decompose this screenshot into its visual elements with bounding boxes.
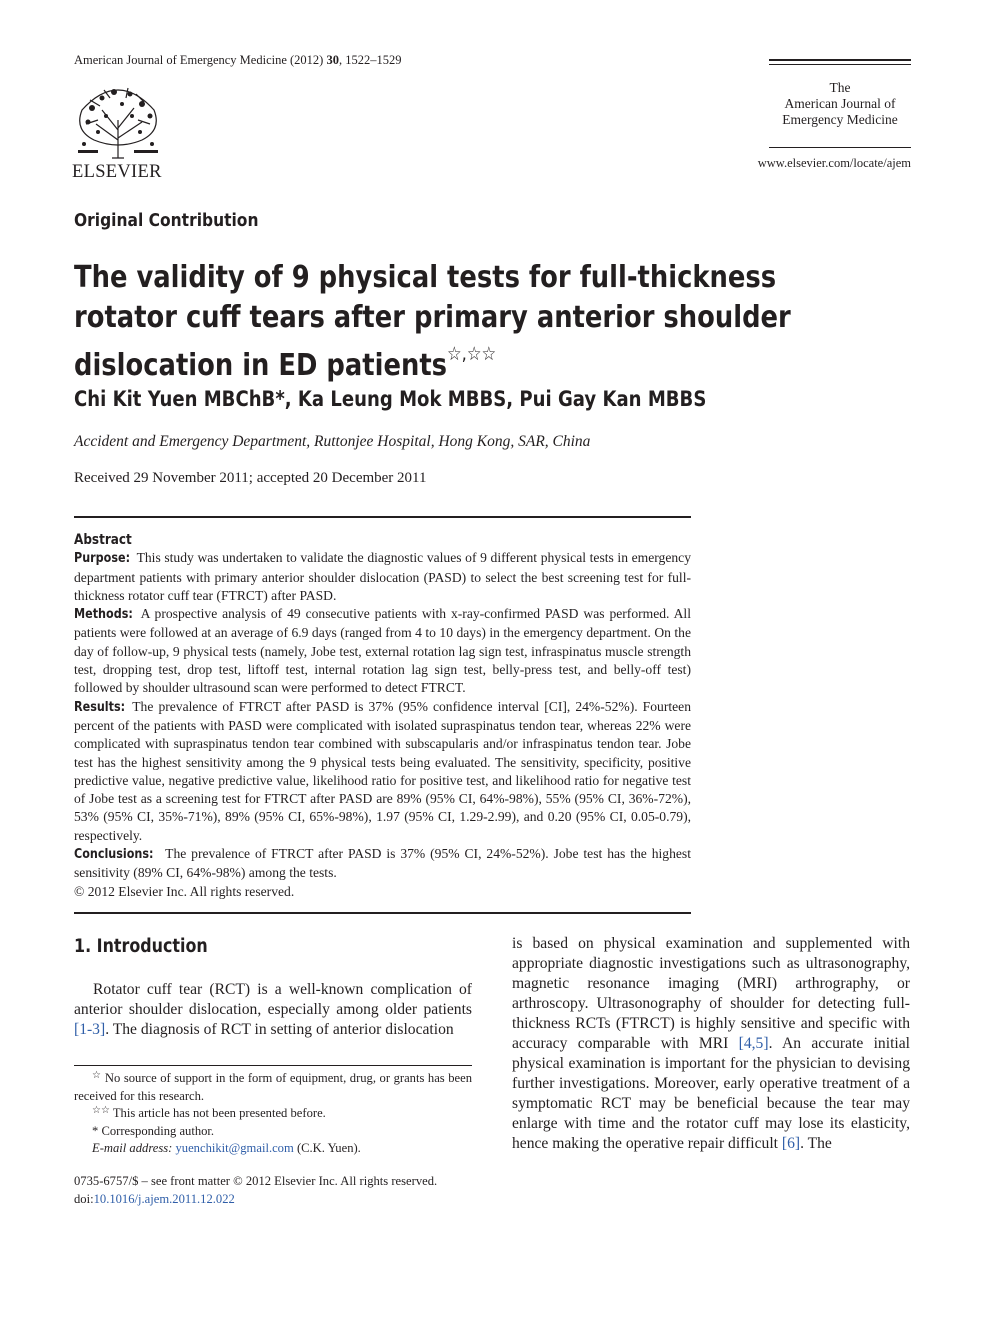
citation-link[interactable]: [6] bbox=[781, 1135, 801, 1152]
journal-url-link[interactable]: www.elsevier.com/locate/ajem bbox=[757, 156, 911, 170]
citation-link[interactable]: [1-3] bbox=[74, 1021, 106, 1038]
abstract-text: The prevalence of FTRCT after PASD is 37% (95% CI, 24%-52%). Jobe test has the highest sensitivity (89% CI, 64%-98%) among the tests. bbox=[74, 846, 691, 881]
publisher-name: ELSEVIER bbox=[72, 162, 162, 182]
journal-name-line: American Journal of bbox=[784, 96, 896, 111]
body-column-left bbox=[74, 980, 472, 1040]
email-owner: (C.K. Yuen). bbox=[296, 1141, 361, 1155]
issn-block bbox=[74, 1173, 472, 1208]
abstract-methods bbox=[74, 605, 691, 697]
footnote-email bbox=[74, 1140, 472, 1157]
email-link[interactable]: yuenchikit@gmail.com bbox=[175, 1141, 294, 1155]
citation-pages: , 1522–1529 bbox=[338, 53, 402, 67]
journal-name-block bbox=[760, 80, 920, 128]
footnote-mark: ☆☆ bbox=[92, 1105, 110, 1116]
footnote bbox=[74, 1070, 472, 1105]
abstract-label: Conclusions: bbox=[74, 847, 154, 863]
article-type: Original Contribution bbox=[74, 210, 259, 231]
body-text: . The diagnosis of RCT in setting of anterior dislocation bbox=[105, 1021, 454, 1038]
header-rule bbox=[769, 64, 911, 65]
citation-volume: 30 bbox=[326, 53, 339, 67]
doi-link[interactable]: 10.1016/j.ajem.2011.12.022 bbox=[93, 1191, 235, 1206]
author-affiliation: Accident and Emergency Department, Ruttonjee Hospital, Hong Kong, SAR, China bbox=[74, 433, 591, 450]
abstract-text: This study was undertaken to validate the diagnostic values of 9 different physical tests in emergency department patients with primary anterior shoulder dislocation (PASD) to select the best screening test for full-thickness rotator cuff tear (FTRCT) after PASD. bbox=[74, 550, 692, 603]
footnote-text: This article has not been presented before. bbox=[112, 1106, 326, 1120]
article-title bbox=[74, 258, 848, 386]
citation-link[interactable]: [4,5] bbox=[738, 1035, 769, 1052]
footnotes bbox=[74, 1070, 472, 1157]
abstract-conclusions bbox=[74, 845, 691, 883]
footnote-text: No source of support in the form of equipment, drug, or grants has been received for this research. bbox=[74, 1071, 472, 1103]
abstract-copyright: © 2012 Elsevier Inc. All rights reserved. bbox=[74, 883, 295, 899]
abstract-label: Purpose: bbox=[74, 551, 131, 567]
abstract-results bbox=[74, 698, 691, 845]
footnote bbox=[74, 1123, 472, 1140]
footnote bbox=[74, 1105, 472, 1123]
header-rule bbox=[769, 147, 911, 148]
doi-label: doi: bbox=[74, 1191, 94, 1206]
article-title-text: The validity of 9 physical tests for full-thickness rotator cuff tears after primary anterior shoulder dislocation in ED patients bbox=[74, 260, 791, 383]
front-matter-line: 0735-6757/$ – see front matter © 2012 Elsevier Inc. All rights reserved. bbox=[74, 1174, 438, 1188]
journal-citation bbox=[74, 53, 401, 68]
elsevier-tree-logo bbox=[72, 80, 164, 160]
abstract-text: A prospective analysis of 49 consecutive patients with x-ray-confirmed PASD was performed. All patients were followed at an average of 6.9 days (ranged from 4 to 10 days) in the emergency department. On the day of follow-up, 9 physical tests (namely, Jobe test, external rotation lag sign test, infraspinatus muscle strength test, dropping test, drop test, liftoff test, internal rotation lag sign test, belly-press test, and belly-off test) followed by shoulder ultrasound scan were performed to detect FTRCT. bbox=[74, 606, 691, 696]
journal-name-line: The bbox=[829, 80, 851, 95]
email-label: E-mail address: bbox=[92, 1141, 173, 1155]
abstract-text: The prevalence of FTRCT after PASD is 37% (95% confidence interval [CI], 24%-52%). Fourteen percent of the patients with PASD were complicated with isolated supraspinatus tendon tear, whereas 22% were complicated with supraspinatus tendon tear combined with subscapularis and/or infraspinatus tendon tear. Jobe test has the highest sensitivity among the 9 physical tests being evaluated. The sensitivity, specificity, positive predictive value, negative predictive value, likelihood ratio for positive test, and likelihood ratio for negative test of Jobe test as a screening test for FTRCT after PASD are 89% (95% CI, 64%-98%), 55% (95% CI, 36%-72%), 53% (95% CI, 35%-71%), 89% (95% CI, 65%-98%), 1.97 (95% CI, 1.29-2.99), and 0.20 (95% CI, 0.05-0.79), respectively. bbox=[74, 698, 691, 843]
body-text: is based on physical examination and supplemented with appropriate diagnostic investigations such as ultrasonography, magnetic resonance imaging (MRI) arthrography, or arthroscopy. Ultrasonography of shoulder for detecting full-thickness RCTs (FTRCT) is highly sensitive and specific with accuracy comparable with MRI bbox=[512, 935, 910, 1052]
footnote-mark: * bbox=[92, 1124, 99, 1138]
abstract-label: Methods: bbox=[74, 607, 133, 623]
received-dates: Received 29 November 2011; accepted 20 December 2011 bbox=[74, 470, 427, 486]
title-footnote-marks[interactable]: ☆,☆☆ bbox=[447, 343, 497, 365]
abstract-purpose bbox=[74, 549, 691, 605]
header-rule bbox=[769, 59, 911, 61]
abstract-heading: Abstract bbox=[74, 532, 132, 548]
section-heading-introduction: 1. Introduction bbox=[74, 936, 208, 957]
body-text: Rotator cuff tear (RCT) is a well-known complication of anterior shoulder dislocation, especially among older patients bbox=[74, 981, 472, 1018]
citation-journal: American Journal of Emergency Medicine (2012) bbox=[74, 53, 324, 67]
footnote-rule bbox=[74, 1065, 472, 1066]
footnote-text: Corresponding author. bbox=[101, 1124, 215, 1138]
journal-name-line: Emergency Medicine bbox=[782, 112, 898, 127]
abstract bbox=[74, 531, 691, 901]
body-column-right bbox=[512, 934, 910, 1154]
body-text: . The bbox=[800, 1135, 832, 1152]
abstract-rule-bottom bbox=[74, 912, 691, 914]
doi-line bbox=[74, 1191, 472, 1209]
footnote-mark: ☆ bbox=[92, 1070, 102, 1081]
abstract-rule-top bbox=[74, 516, 691, 518]
abstract-label: Results: bbox=[74, 699, 126, 715]
author-list: Chi Kit Yuen MBChB*, Ka Leung Mok MBBS, Pui Gay Kan MBBS bbox=[74, 387, 707, 411]
body-text: . An accurate initial physical examination is important for the physician to devising further investigations. Moreover, early operative treatment of a symptomatic RCT may be beneficial because the tear may enlarge with time and the rotator cuff may lose its elasticity, hence making the operative repair difficult bbox=[512, 1035, 910, 1152]
